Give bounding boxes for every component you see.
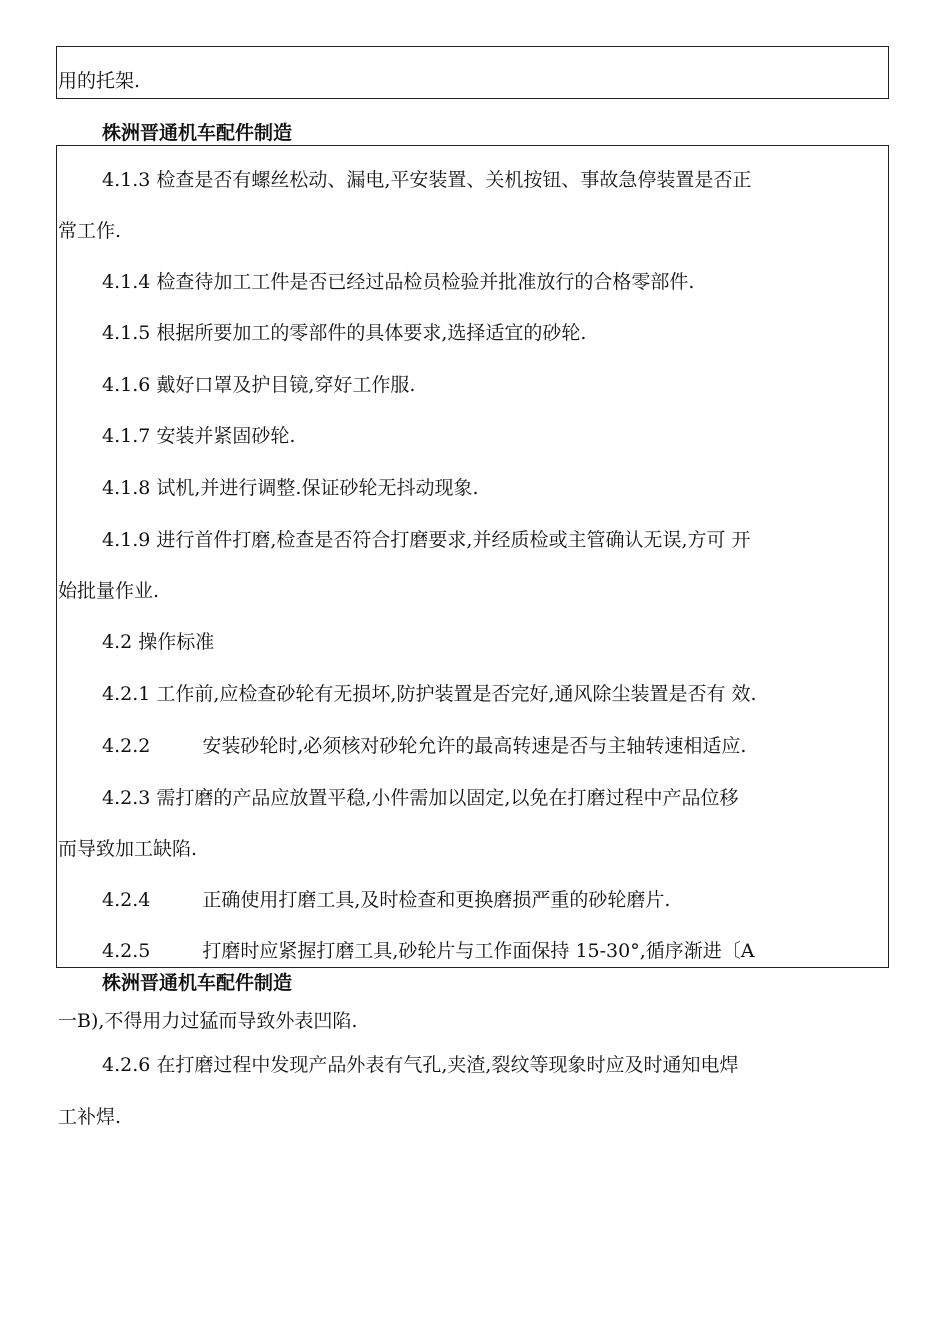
paragraph-line bbox=[102, 734, 746, 758]
paragraph-line: 4.1.4 检查待加工工件是否已经过品检员检验并批准放行的合格零部件. bbox=[102, 271, 695, 293]
paragraph-line: 4.1.7 安装并紧固砂轮. bbox=[102, 425, 296, 447]
paragraph-line: 4.1.9 进行首件打磨,检查是否符合打磨要求,并经质检或主管确认无误,方可 开 bbox=[102, 529, 751, 551]
paragraph-line: 4.2.3 需打磨的产品应放置平稳,小件需加以固定,以免在打磨过程中产品位移 bbox=[102, 787, 739, 809]
company-header: 株洲晋通机车配件制造 bbox=[102, 972, 293, 994]
paragraph-line: 用的托架. bbox=[58, 70, 141, 92]
paragraph-line: 4.1.6 戴好口罩及护目镜,穿好工作服. bbox=[102, 374, 416, 396]
paragraph-line: 4.2.6 在打磨过程中发现产品外表有气孔,夹渣,裂纹等现象时应及时通知电焊 bbox=[102, 1054, 739, 1076]
text-frame-top bbox=[56, 46, 889, 99]
paragraph-line: 一B),不得用力过猛而导致外表凹陷. bbox=[58, 1010, 358, 1032]
paragraph-line: 4.1.3 检查是否有螺丝松动、漏电,平安装置、关机按钮、事故急停装置是否正 bbox=[102, 169, 752, 191]
section-heading: 4.2 操作标准 bbox=[102, 631, 215, 653]
clause-number: 4.2.5 bbox=[102, 940, 151, 962]
paragraph-line: 而导致加工缺陷. bbox=[58, 838, 198, 860]
paragraph-line: 始批量作业. bbox=[58, 580, 160, 602]
clause-number: 4.2.4 bbox=[102, 889, 151, 911]
paragraph-line bbox=[102, 939, 754, 963]
clause-text: 安装砂轮时,必须核对砂轮允许的最高转速是否与主轴转速相适应. bbox=[202, 735, 747, 757]
company-header: 株洲晋通机车配件制造 bbox=[102, 122, 293, 144]
paragraph-line bbox=[102, 888, 670, 912]
paragraph-line: 4.2.1 工作前,应检查砂轮有无损坏,防护装置是否完好,通风除尘装置是否有 效. bbox=[102, 683, 757, 705]
paragraph-line: 4.1.8 试机,并进行调整.保证砂轮无抖动现象. bbox=[102, 477, 479, 499]
paragraph-line: 常工作. bbox=[58, 220, 122, 242]
paragraph-line: 4.1.5 根据所要加工的零部件的具体要求,选择适宜的砂轮. bbox=[102, 322, 587, 344]
clause-text: 打磨时应紧握打磨工具,砂轮片与工作面保持 15-30°,循序渐进〔A bbox=[202, 940, 755, 962]
clause-text: 正确使用打磨工具,及时检查和更换磨损严重的砂轮磨片. bbox=[202, 889, 671, 911]
clause-number: 4.2.2 bbox=[102, 735, 151, 757]
paragraph-line: 工补焊. bbox=[58, 1106, 122, 1128]
